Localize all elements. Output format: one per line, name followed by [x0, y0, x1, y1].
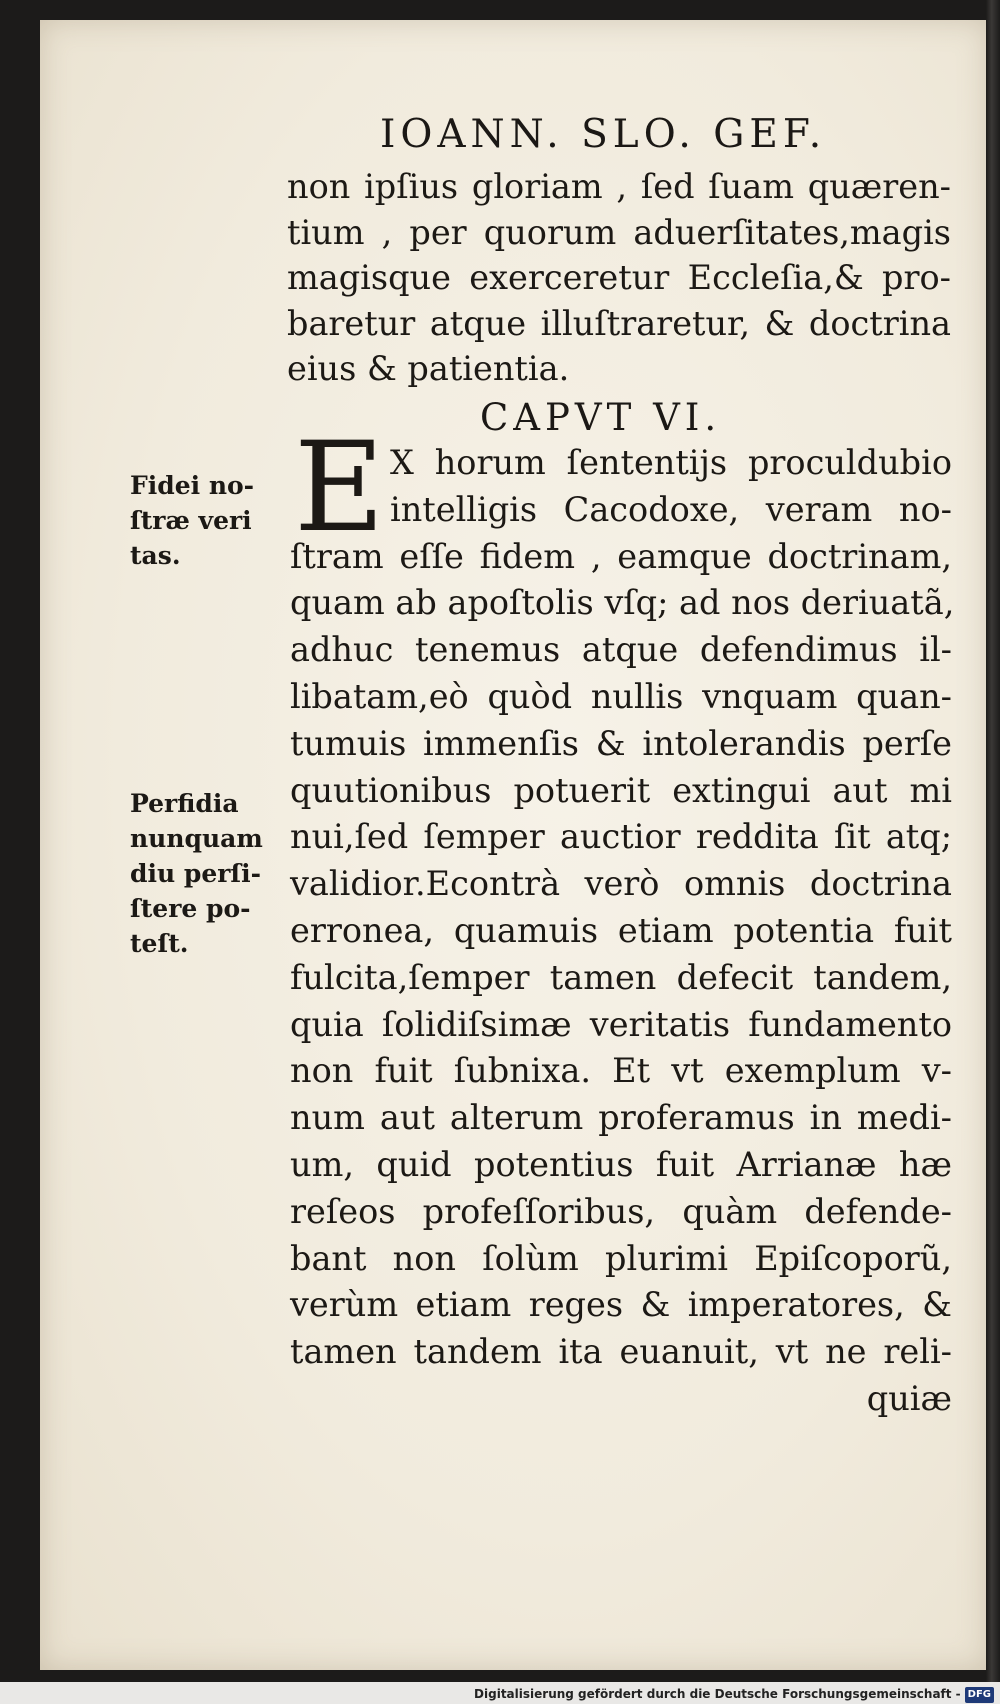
- intro-paragraph: [287, 164, 951, 392]
- margin-note-line: tas.: [130, 541, 181, 570]
- text-line: magisque exerceretur Eccleſia,& pro-: [287, 258, 951, 297]
- footer-text: Digitalisierung gefördert durch die Deutsche Forschungsgemeinschaft -: [474, 1687, 961, 1701]
- digitization-footer: [0, 1684, 1000, 1704]
- text-line: num aut alterum proferamus in medi-: [290, 1098, 952, 1138]
- text-line: erronea, quamuis etiam potentia fuit: [290, 910, 952, 950]
- text-line: validior.Econtrà verò omnis doctrina: [290, 864, 952, 904]
- margin-note-perfidia: [130, 786, 280, 961]
- margin-note-line: Perfidia: [130, 789, 239, 818]
- text-line: verùm etiam reges & imperatores, &: [290, 1285, 952, 1325]
- text-line: tium , per quorum aduerſitates,magis: [287, 212, 951, 252]
- text-line: fulcita,ſemper tamen defecit tandem,: [290, 957, 952, 997]
- running-head: IOANN. SLO. GEF.: [380, 112, 827, 157]
- text-line: um, quid potentius fuit Arrianæ hæ: [290, 1144, 952, 1184]
- page-edge: [986, 0, 1000, 1682]
- margin-note-fidei: [130, 468, 280, 573]
- text-line: eius & patientia.: [287, 349, 570, 388]
- text-line: adhuc tenemus atque defendimus il-: [290, 630, 952, 670]
- margin-note-line: diu perſi-: [130, 859, 262, 888]
- catchword: quiæ: [866, 1378, 952, 1418]
- dfg-logo: DFG: [965, 1687, 994, 1703]
- text-line: X horum ſententijs proculdubio: [390, 443, 952, 482]
- text-line: tumuis immenſis & intolerandis perſe: [290, 723, 952, 763]
- margin-note-line: Fidei no-: [130, 471, 255, 500]
- text-line: non fuit ſubnixa. Et vt exemplum v-: [290, 1051, 952, 1091]
- text-line: bant non ſolùm plurimi Epiſcoporũ,: [290, 1238, 952, 1278]
- text-line: ſtram eſſe fidem , eamque doctrinam,: [290, 536, 952, 576]
- text-line: non ipſius gloriam , ſed ſuam quæren-: [287, 167, 951, 206]
- text-line: libatam,eò quòd nullis vnquam quan-: [290, 676, 952, 716]
- text-line: baretur atque illuſtraretur, & doctrina: [287, 303, 951, 343]
- margin-note-line: ſtere po-: [130, 894, 251, 923]
- text-line: tamen tandem ita euanuit, vt ne reli-: [290, 1332, 952, 1372]
- text-line: intelligis Cacodoxe, veram no-: [390, 489, 952, 529]
- chapter-heading: CAPVT VI.: [480, 396, 722, 439]
- text-line: nui,ſed ſemper auctior reddita ſit atq;: [290, 817, 952, 857]
- text-line: quutionibus potuerit extingui aut mi: [290, 770, 952, 810]
- margin-note-line: teſt.: [130, 929, 189, 958]
- margin-note-line: ſtræ veri: [130, 506, 252, 535]
- text-line: quia ſolidiſsimæ veritatis fundamento: [290, 1004, 952, 1044]
- text-line: quam ab apoſtolis vſq; ad nos deriuatã,: [290, 583, 955, 623]
- text-line: reſeos profeſſoribus, quàm defende-: [290, 1191, 952, 1231]
- drop-cap: E: [294, 416, 385, 560]
- margin-note-line: nunquam: [130, 824, 263, 853]
